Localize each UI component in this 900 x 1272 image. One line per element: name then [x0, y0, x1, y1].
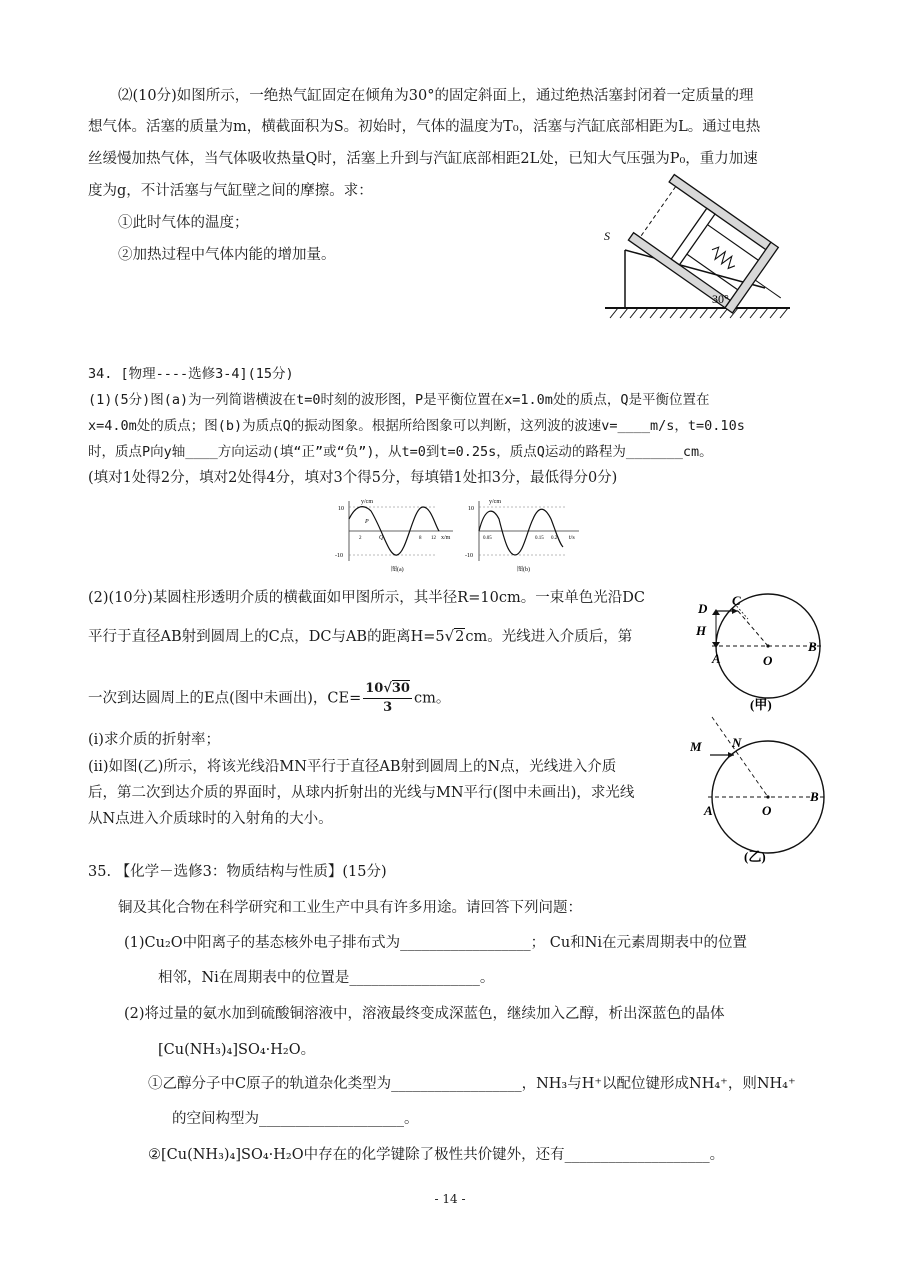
q34-part1-line-3: 时，质点P向y轴____方向运动(填“正”或“负”)，从t=0到t=0.25s，质点Q运动的路程为_______cm。	[88, 444, 713, 460]
fraction-numerator-radicand: 30	[391, 681, 410, 696]
q35-part2-sub-1-line-1: ①乙醇分子中C原子的轨道杂化类型为__________________，NH₃与H⁺以配位键形成NH₄⁺，则NH₄⁺	[148, 1076, 796, 1092]
q34-part2-line-2-text-b: cm。光线进入介质后，第	[465, 629, 633, 645]
point-b-label: B	[808, 639, 817, 654]
graph-a-xtick: 2	[359, 536, 362, 541]
sqrt-sign: √	[383, 681, 392, 696]
point-c-label: C	[732, 593, 741, 608]
point-a-label: A	[712, 651, 721, 666]
vibration-graph-b	[465, 495, 585, 575]
graph-b-y-bottom: -10	[465, 553, 473, 559]
q34-part2-line-2-text-a: 平行于直径AB射到圆周上的C点，DC与AB的距离H=5	[88, 629, 445, 645]
q35-heading: 35. 【化学－选修3：物质结构与性质】(15分)	[88, 864, 387, 880]
circle-figure-jia	[690, 585, 825, 713]
center-o-label: O	[763, 653, 773, 668]
circle-figure-yi	[690, 715, 825, 865]
sqrt-radicand: 2	[455, 629, 465, 645]
q34-part1-scoring-note: (填对1处得2分，填对2处得4分，填对3个得5分，每填错1处扣3分，最低得分0分)	[88, 470, 618, 486]
graph-b-xtick: 0.15	[535, 536, 544, 541]
point-m-label: M	[690, 739, 702, 754]
q34-part2-line-2	[88, 626, 632, 647]
point-n-label: N	[732, 735, 742, 750]
graph-b-y-unit: y/cm	[489, 499, 501, 505]
q35-part2-line-2: [Cu(NH₃)₄]SO₄·H₂O。	[158, 1042, 316, 1058]
q33-2-sub-2: ②加热过程中气体内能的增加量。	[118, 247, 336, 263]
ce-fraction	[363, 680, 412, 717]
graph-a-xtick: 8	[419, 536, 422, 541]
graph-a-y-top: 10	[338, 506, 344, 512]
q33-2-line-1: ⑵(10分)如图所示，一绝热气缸固定在倾角为30°的固定斜面上，通过绝热活塞封闭着一定质量的理	[118, 88, 754, 104]
q33-2-sub-1: ①此时气体的温度；	[118, 215, 249, 231]
graph-b-caption: 图(b)	[517, 567, 530, 573]
q34-part2-line-3-text-a: 一次到达圆周上的E点(图中未画出)，CE=	[88, 690, 362, 707]
graph-b-xtick: 0.05	[483, 536, 492, 541]
graph-a-x-unit: x/m	[441, 535, 451, 541]
q34-part2-line-3	[88, 680, 450, 717]
graph-b-xtick: 0.2	[551, 536, 558, 541]
q35-part2-sub-1-line-2: 的空间构型为____________________。	[172, 1111, 419, 1127]
q34-part2-line-3-text-b: cm。	[413, 690, 451, 707]
q33-2-line-3: 丝缓慢加热气体，当气体吸收热量Q时，活塞上升到与汽缸底部相距2L处，已知大气压强为P₀，重力加速	[88, 151, 758, 167]
q34-part2-question-ii-line-3: 从N点进入介质球时的入射角的大小。	[88, 811, 333, 827]
point-a-label: A	[704, 803, 713, 818]
fraction-denominator: 3	[383, 700, 393, 715]
page-number: - 14 -	[434, 1192, 466, 1206]
q34-part1-line-1: (1)(5分)图(a)为一列简谐横波在t=0时刻的波形图，P是平衡位置在x=1.0m处的质点，Q是平衡位置在	[88, 392, 710, 408]
figure-yi-caption: (乙)	[744, 849, 766, 864]
graph-a-point-p: P	[365, 519, 369, 525]
q35-part2-line-1: (2)将过量的氨水加到硫酸铜溶液中，溶液最终变成深蓝色，继续加入乙醇，析出深蓝色的晶体	[124, 1006, 725, 1022]
graph-a-point-q: Q	[379, 535, 384, 541]
cylinder-on-incline-figure	[600, 170, 800, 330]
graph-b-x-unit: t/s	[569, 535, 575, 541]
wave-graph-a	[335, 495, 460, 575]
graph-b-y-top: 10	[468, 506, 474, 512]
q34-part2-question-ii-line-2: 后，第二次到达介质的界面时，从球内折射出的光线与MN平行(图中未画出)，求光线	[88, 785, 635, 801]
graph-a-y-bottom: -10	[335, 553, 343, 559]
q34-part2-question-i: (i)求介质的折射率；	[88, 732, 220, 748]
sqrt-sign: √	[444, 627, 455, 645]
q34-part2-line-1: (2)(10分)某圆柱形透明介质的横截面如甲图所示，其半径R=10cm。一束单色光沿DC	[88, 590, 645, 606]
point-b-label: B	[810, 789, 819, 804]
cylinder-label-s: S	[604, 229, 610, 243]
figure-jia-caption: (甲)	[750, 697, 772, 712]
graph-a-caption: 图(a)	[391, 567, 404, 573]
point-d-label: D	[698, 601, 708, 616]
distance-h-label: H	[696, 623, 707, 638]
q33-2-line-2: 想气体。活塞的质量为m，横截面积为S。初始时，气体的温度为T₀，活塞与汽缸底部相距为L。通过电热	[88, 119, 761, 135]
q33-2-line-4: 度为g，不计活塞与气缸壁之间的摩擦。求：	[88, 183, 373, 199]
center-o-label: O	[762, 803, 772, 818]
q34-heading: 34. [物理----选修3-4](15分)	[88, 366, 294, 382]
q34-part1-line-2: x=4.0m处的质点；图(b)为质点Q的振动图象。根据所给图象可以判断，这列波的波速v=____m/s，t=0.10s	[88, 418, 745, 434]
incline-angle-label: 30°	[712, 292, 729, 306]
q35-part1-line-1: (1)Cu₂O中阳离子的基态核外电子排布式为__________________； Cu和Ni在元素周期表中的位置	[124, 935, 748, 951]
graph-a-y-unit: y/cm	[361, 499, 373, 505]
fraction-numerator-coefficient: 10	[365, 681, 384, 696]
q34-part2-question-ii-line-1: (ii)如图(乙)所示，将该光线沿MN平行于直径AB射到圆周上的N点，光线进入介质	[88, 759, 617, 775]
q35-part2-sub-2: ②[Cu(NH₃)₄]SO₄·H₂O中存在的化学键除了极性共价键外，还有____________________。	[148, 1147, 725, 1163]
q35-part1-line-2: 相邻，Ni在周期表中的位置是__________________。	[158, 970, 495, 986]
q35-intro: 铜及其化合物在科学研究和工业生产中具有许多用途。请回答下列问题：	[118, 900, 582, 916]
graph-a-xtick: 12	[431, 536, 436, 541]
